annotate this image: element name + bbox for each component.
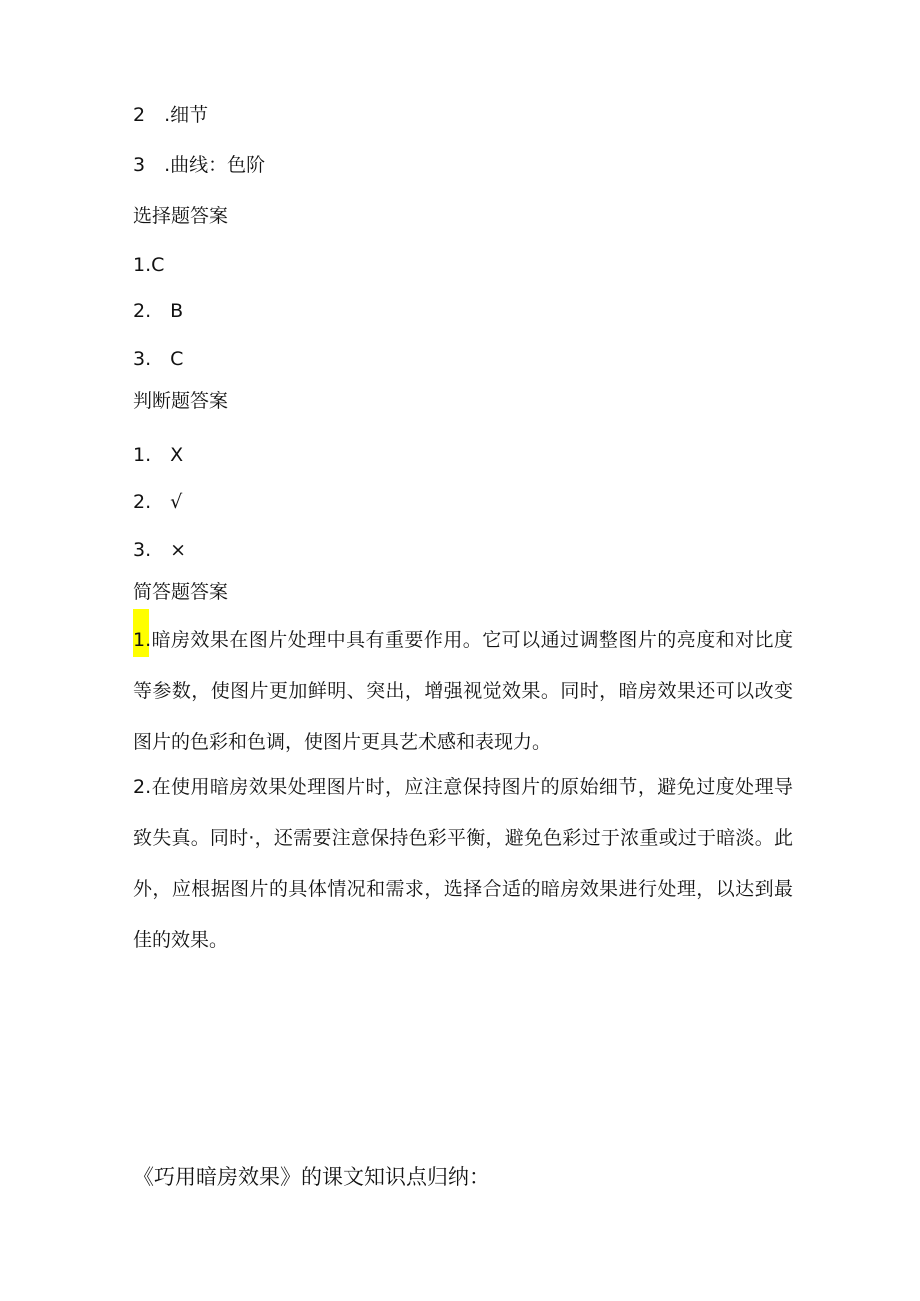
judge-answer-1: 1. X <box>133 444 184 466</box>
short-heading: 简答题答案 <box>133 581 229 603</box>
fill-answer-2: 2 .细节 <box>133 104 209 126</box>
short-answer-1 <box>133 615 793 768</box>
judge-answer-2: 2. √ <box>133 491 183 513</box>
short-answer-2-text: 2.在使用暗房效果处理图片时，应注意保持图片的原始细节，避免过度处理导致失真。同时·，还需要注意保持色彩平衡，避免色彩过于浓重或过于暗淡。此外，应根据图片的具体情况和需求，选择合适的暗房效果进行处理，以达到最佳的效果。 <box>133 776 793 951</box>
choice-answer-1: 1.C <box>133 254 165 276</box>
short-answer-2 <box>133 762 793 966</box>
section-title: 《巧用暗房效果》的课文知识点归纳： <box>133 1165 490 1189</box>
fill-answer-3: 3 .曲线：色阶 <box>133 154 266 176</box>
choice-answer-3: 3. C <box>133 348 184 370</box>
choice-heading: 选择题答案 <box>133 205 229 227</box>
judge-answer-3: 3. × <box>133 539 187 561</box>
judge-heading: 判断题答案 <box>133 390 229 412</box>
choice-answer-2: 2. B <box>133 300 184 322</box>
short-answer-1-text: 1.暗房效果在图片处理中具有重要作用。它可以通过调整图片的亮度和对比度等参数，使图片更加鲜明、突出，增强视觉效果。同时，暗房效果还可以改变图片的色彩和色调，使图片更具艺术感和表现力。 <box>133 629 793 753</box>
